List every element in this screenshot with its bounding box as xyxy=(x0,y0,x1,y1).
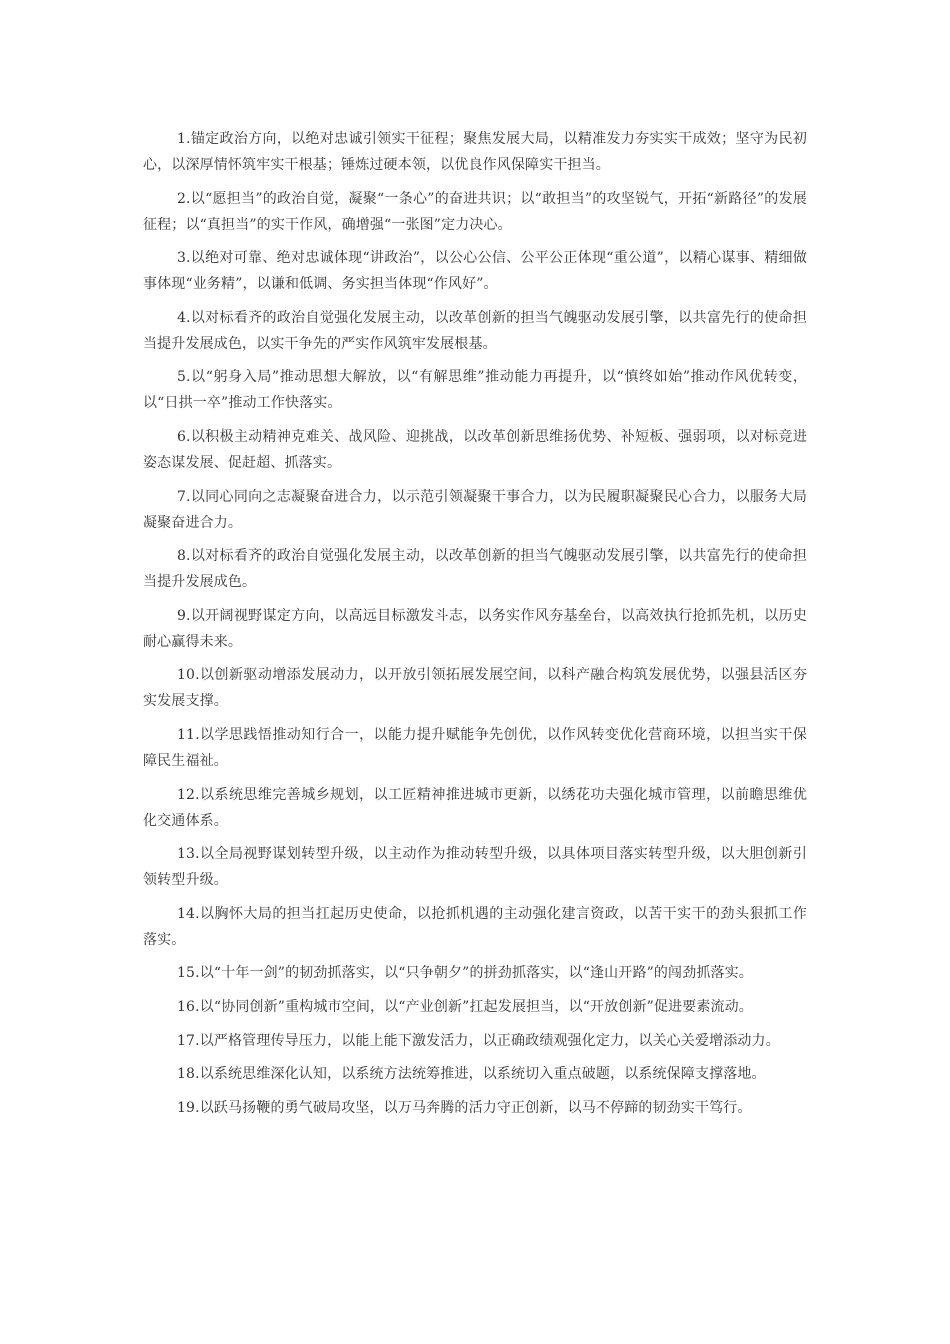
paragraph-17: 17.以严格管理传导压力，以能上能下激发活力，以正确政绩观强化定力，以关心关爱增添动力。 xyxy=(177,1032,780,1049)
paragraph-18: 18.以系统思维深化认知，以系统方法统筹推进，以系统切入重点破题，以系统保障支撑落地。 xyxy=(177,1066,766,1083)
paragraph-16: 16.以“协同创新”重构城市空间，以“产业创新”扛起发展担当，以“开放创新”促进要素流动。 xyxy=(177,998,753,1015)
paragraph-2: 2.以“愿担当”的政治自觉，凝聚“一条心”的奋进共识；以“敢担当”的攻坚锐气，开拓“新路径”的发展征程；以“真担当”的实干作风，确增强“一张图”定力决心。 xyxy=(143,190,807,233)
paragraph-15: 15.以“十年一剑”的韧劲抓落实，以“只争朝夕”的拼劲抓落实，以“逢山开路”的闯劲抓落实。 xyxy=(177,965,753,982)
paragraph-14: 14.以胸怀大局的担当扛起历史使命，以抢抓机遇的主动强化建言资政，以苦干实干的劲头狠抓工作落实。 xyxy=(143,905,807,948)
paragraph-4: 4.以对标看齐的政治自觉强化发展主动，以改革创新的担当气魄驱动发展引擎，以共富先行的使命担当提升发展成色，以实干争先的严实作风筑牢发展根基。 xyxy=(143,309,807,352)
paragraph-1: 1.锚定政治方向，以绝对忠诚引领实干征程；聚焦发展大局，以精准发力夯实实干成效；坚守为民初心，以深厚情怀筑牢实干根基；锤炼过硬本领，以优良作风保障实干担当。 xyxy=(143,131,807,173)
paragraph-3: 3.以绝对可靠、绝对忠诚体现“讲政治”，以公心公信、公平公正体现“重公道”，以精心谋事、精细做事体现“业务精”，以谦和低调、务实担当体现“作风好”。 xyxy=(143,250,807,293)
paragraph-8: 8.以对标看齐的政治自觉强化发展主动，以改革创新的担当气魄驱动发展引擎，以共富先行的使命担当提升发展成色。 xyxy=(143,548,807,591)
paragraph-9: 9.以开阔视野谋定方向，以高远目标激发斗志，以务实作风夯基垒台，以高效执行抢抓先机，以历史耐心赢得未来。 xyxy=(143,607,807,650)
paragraph-19: 19.以跃马扬鞭的勇气破局攻坚，以万马奔腾的活力守正创新，以马不停蹄的韧劲实干笃行。 xyxy=(177,1099,752,1116)
document-page xyxy=(143,126,807,1128)
paragraph-5: 5.以“躬身入局”推动思想大解放，以“有解思维”推动能力再提升，以“慎终如始”推动作风优转变，以“日拱一卒”推动工作快落实。 xyxy=(143,369,807,412)
paragraph-7: 7.以同心同向之志凝聚奋进合力，以示范引领凝聚干事合力，以为民履职凝聚民心合力，以服务大局凝聚奋进合力。 xyxy=(143,488,807,531)
paragraph-10: 10.以创新驱动增添发展动力，以开放引领拓展发展空间，以科产融合构筑发展优势，以强县活区夯实发展支撑。 xyxy=(143,667,807,710)
paragraph-6: 6.以积极主动精神克难关、战风险、迎挑战，以改革创新思维扬优势、补短板、强弱项，以对标竞进姿态谋发展、促赶超、抓落实。 xyxy=(143,428,807,471)
paragraph-12: 12.以系统思维完善城乡规划，以工匠精神推进城市更新，以绣花功夫强化城市管理，以前瞻思维优化交通体系。 xyxy=(143,786,807,829)
paragraph-11: 11.以学思践悟推动知行合一，以能力提升赋能争先创优，以作风转变优化营商环境，以担当实干保障民生福祉。 xyxy=(143,726,807,769)
paragraph-13: 13.以全局视野谋划转型升级，以主动作为推动转型升级，以具体项目落实转型升级，以大胆创新引领转型升级。 xyxy=(143,846,807,889)
